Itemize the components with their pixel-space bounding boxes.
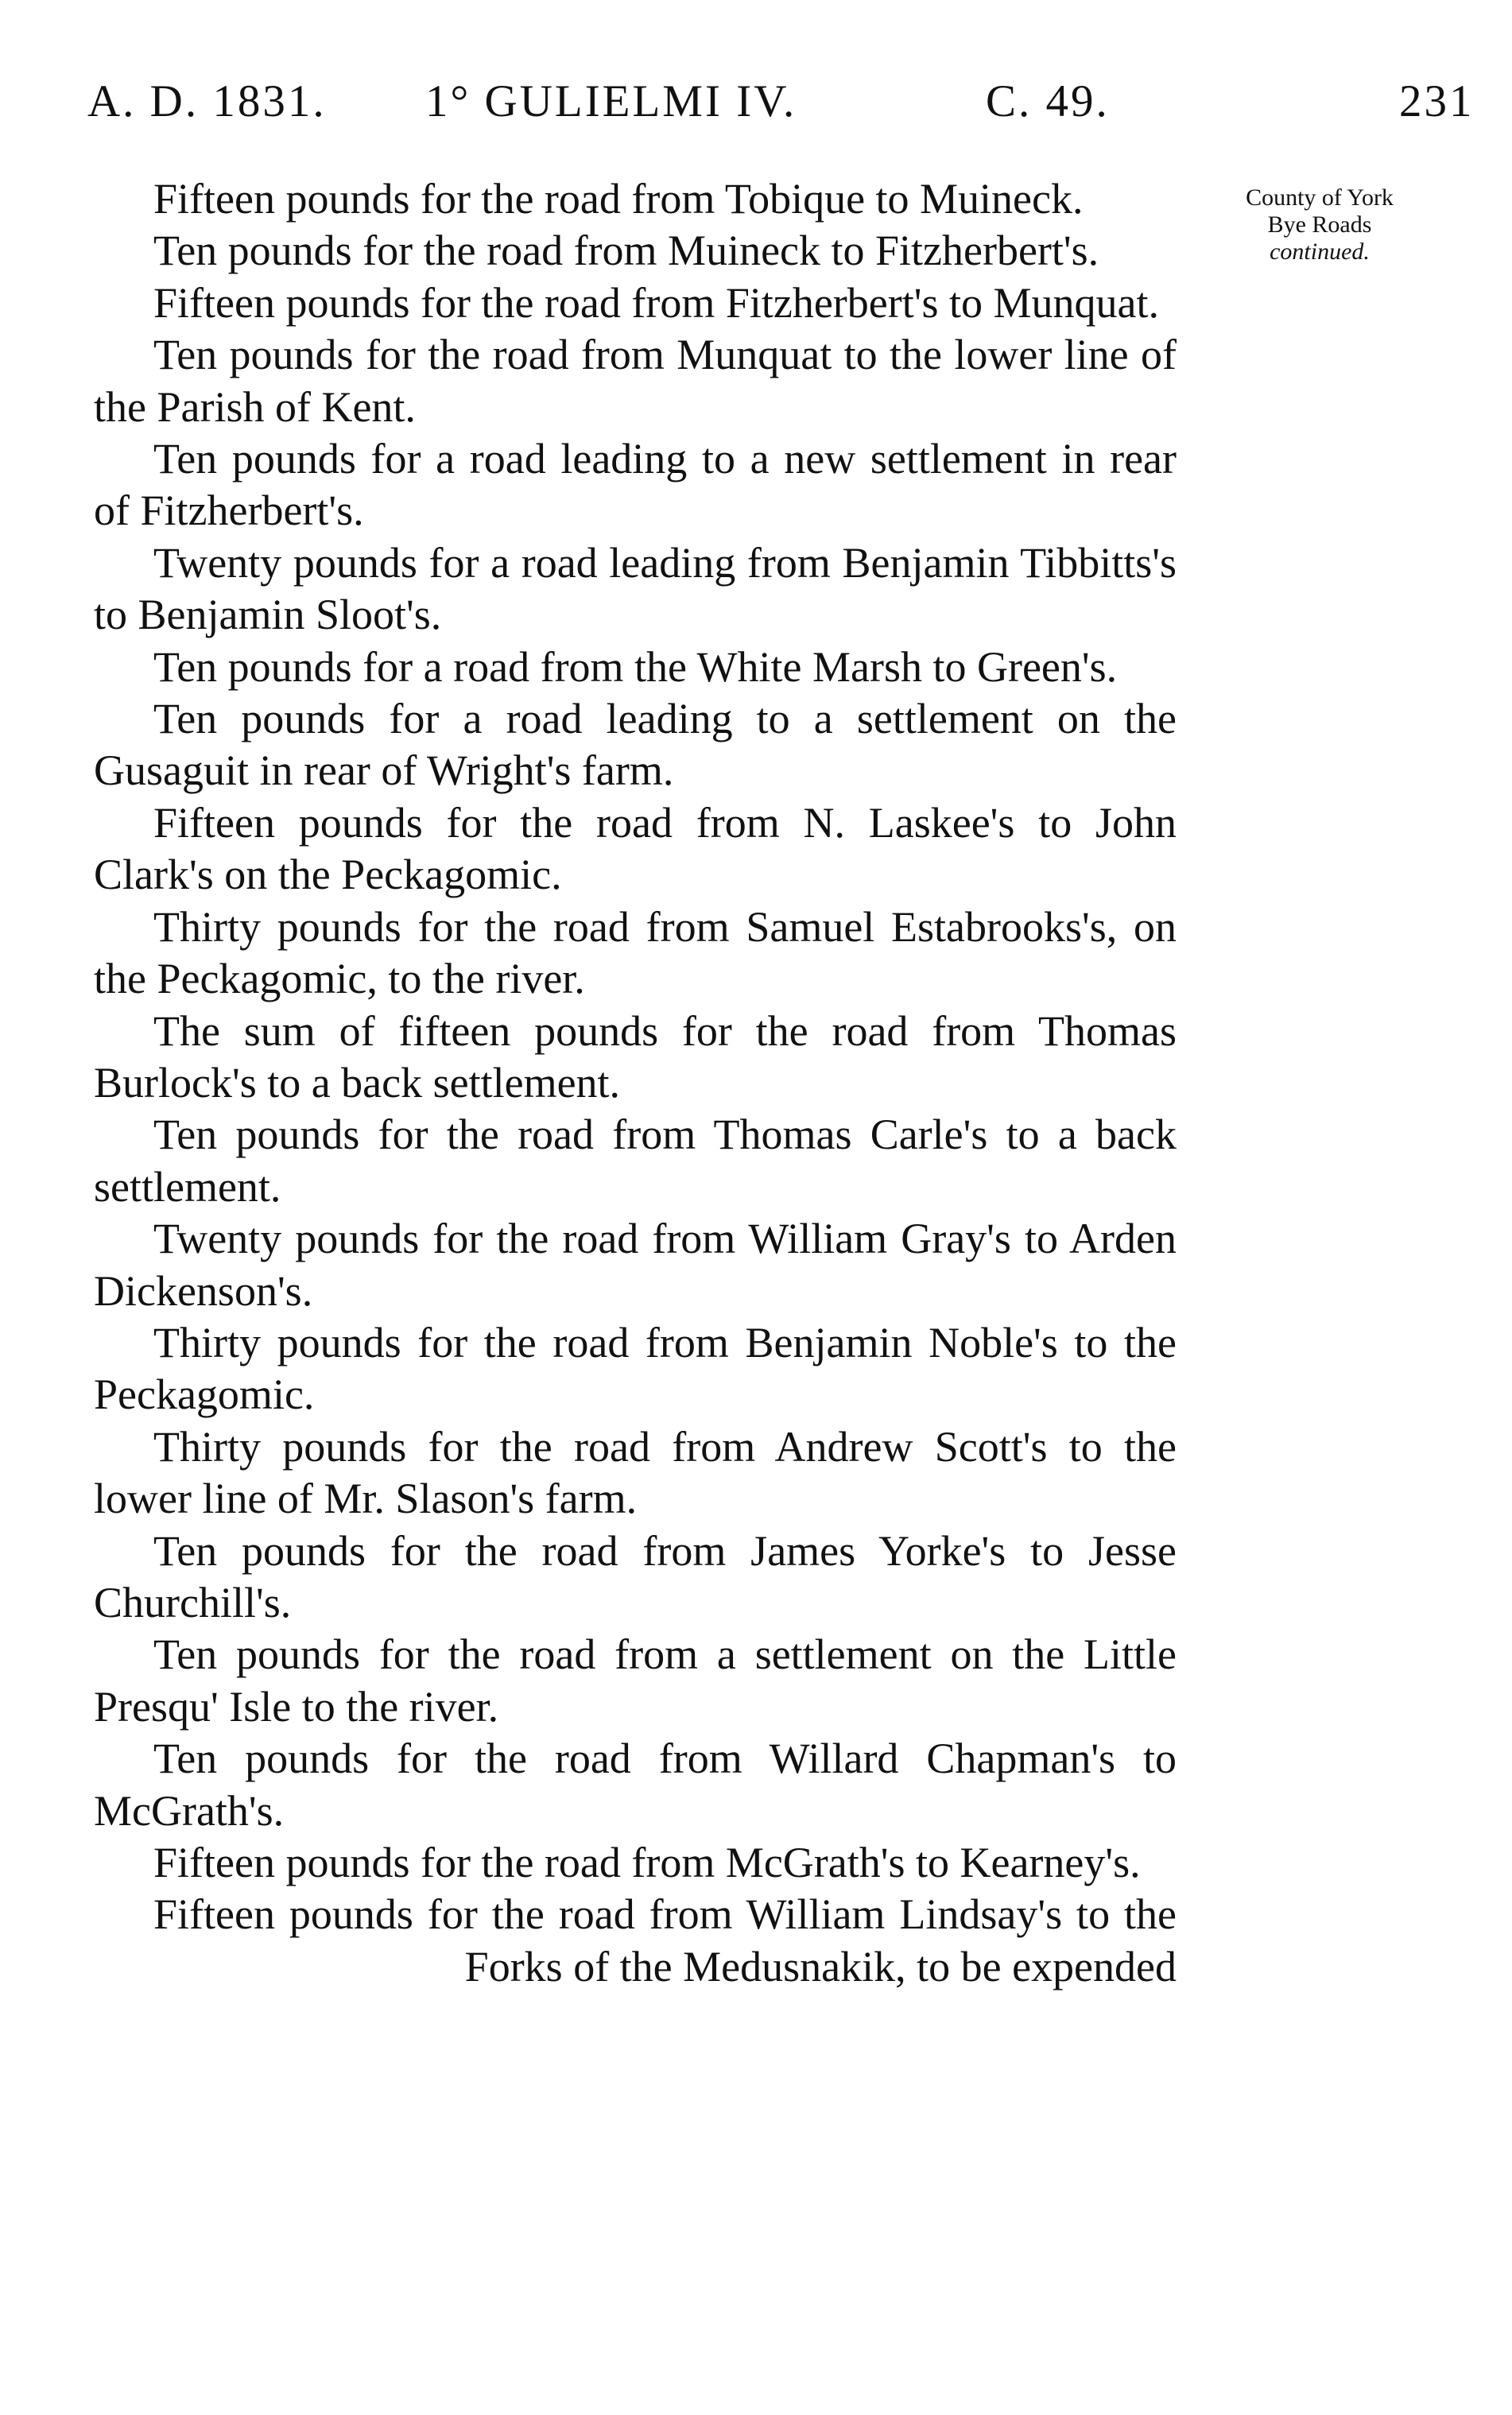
paragraph: Ten pounds for the road from Munquat to the lower line of the Parish of Kent.	[94, 331, 1177, 431]
paragraph: Thirty pounds for the road from Andrew Scott's to the lower line of Mr. Slason's farm.	[94, 1422, 1177, 1523]
margin-note-line: Bye Roads	[1267, 211, 1372, 238]
running-header	[87, 76, 1475, 139]
paragraph: Ten pounds for the road from James Yorke's to Jesse Churchill's.	[94, 1526, 1177, 1626]
paragraph: Ten pounds for the road from Willard Chapman's to McGrath's.	[94, 1735, 1177, 1835]
body-text	[94, 173, 1177, 1993]
paragraph: Ten pounds for a road leading to a new settlement in rear of Fitzherbert's.	[94, 435, 1177, 535]
page-number: 231	[1399, 76, 1475, 126]
margin-note-line: continued.	[1270, 238, 1370, 265]
paragraph: Fifteen pounds for the road from Fitzherbert's to Munquat.	[153, 278, 1159, 327]
header-reign: 1° GULIELMI IV.	[425, 76, 797, 126]
paragraph: Fifteen pounds for the road from N. Laskee's to John Clark's on the Peckagomic.	[94, 798, 1177, 899]
paragraph: Fifteen pounds for the road from McGrath's to Kearney's.	[153, 1839, 1141, 1886]
paragraph: The sum of fifteen pounds for the road from Thomas Burlock's to a back settlement.	[94, 1006, 1177, 1107]
paragraph: Ten pounds for the road from Thomas Carle's to a back settlement.	[94, 1111, 1177, 1211]
header-year: A. D. 1831.	[87, 76, 327, 126]
paragraph: Thirty pounds for the road from Samuel Estabrooks's, on the Peckagomic, to the river.	[94, 902, 1177, 1003]
header-chapter: C. 49.	[986, 76, 1110, 126]
margin-note-line: County of York	[1246, 184, 1394, 211]
paragraph: Fifteen pounds for the road from William Lindsay's to the Forks of the Medusnakik, to be expended	[153, 1890, 1177, 1991]
paragraph: Thirty pounds for the road from Benjamin Noble's to the Peckagomic.	[94, 1318, 1177, 1419]
margin-note	[1192, 184, 1447, 266]
paragraph: Twenty pounds for the road from William Gray's to Arden Dickenson's.	[94, 1215, 1177, 1315]
paragraph: Ten pounds for the road from Muineck to Fitzherbert's.	[153, 227, 1099, 275]
paragraph: Fifteen pounds for the road from Tobique to Muineck.	[153, 175, 1084, 223]
paragraph: Twenty pounds for a road leading from Benjamin Tibbitts's to Benjamin Sloot's.	[94, 538, 1177, 639]
paragraph: Ten pounds for a road leading to a settlement on the Gusaguit in rear of Wright's farm.	[94, 695, 1177, 795]
paragraph: Ten pounds for a road from the White Marsh to Green's.	[153, 642, 1118, 691]
paragraph: Ten pounds for the road from a settlement on the Little Presqu' Isle to the river.	[94, 1630, 1177, 1731]
